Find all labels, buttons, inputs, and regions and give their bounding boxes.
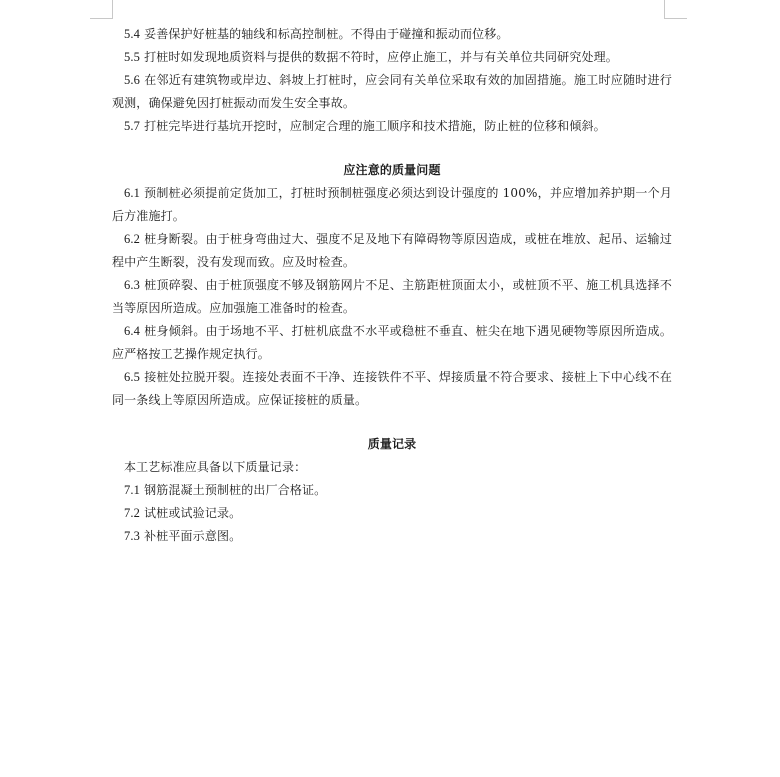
item-text: 打桩完毕进行基坑开挖时，应制定合理的施工顺序和技术措施，防止桩的位移和倾斜。 — [144, 119, 606, 133]
paragraph-5-4 — [112, 23, 672, 46]
item-text: 补桩平面示意图。 — [144, 529, 242, 543]
item-text: 接桩处拉脱开裂。连接处表面不干净、连接铁件不平、焊接质量不符合要求、接桩上下中心线不在同一条线上等原因所造成。应保证接桩的质量。 — [112, 370, 672, 407]
item-number: 6.5 — [124, 370, 141, 384]
item-number: 5.7 — [124, 119, 141, 133]
item-number: 7.2 — [124, 506, 141, 520]
section-heading-quality-issues: 应注意的质量问题 — [343, 163, 441, 177]
paragraph-7-2 — [112, 502, 672, 525]
crop-mark-top-right — [664, 0, 687, 19]
item-text: 桩身倾斜。由于场地不平、打桩机底盘不水平或稳桩不垂直、桩尖在地下遇见硬物等原因所造成。应严格按工艺操作规定执行。 — [112, 324, 672, 361]
paragraph-7-intro — [112, 456, 672, 479]
item-text: 预制桩必须提前定货加工，打桩时预制桩强度必须达到设计强度的 100%，并应增加养护期一个月后方准施打。 — [112, 186, 672, 223]
item-number: 6.1 — [124, 186, 141, 200]
item-number: 6.2 — [124, 232, 141, 246]
item-text: 打桩时如发现地质资料与提供的数据不符时，应停止施工，并与有关单位共同研究处理。 — [144, 50, 618, 64]
paragraph-5-5 — [112, 46, 672, 69]
document-body — [112, 23, 672, 548]
item-text: 妥善保护好桩基的轴线和标高控制桩。不得由于碰撞和振动而位移。 — [144, 27, 509, 41]
paragraph-7-3 — [112, 525, 672, 548]
item-text: 钢筋混凝土预制桩的出厂合格证。 — [144, 483, 327, 497]
item-number: 5.6 — [124, 73, 141, 87]
paragraph-6-2 — [112, 228, 672, 274]
paragraph-6-3 — [112, 274, 672, 320]
paragraph-6-4 — [112, 320, 672, 366]
item-number: 5.5 — [124, 50, 141, 64]
item-text: 桩顶碎裂、由于桩顶强度不够及钢筋网片不足、主筋距桩顶面太小，或桩顶不平、施工机具选择不当等原因所造成。应加强施工准备时的检查。 — [112, 278, 672, 315]
paragraph-5-6 — [112, 69, 672, 115]
intro-text: 本工艺标准应具备以下质量记录： — [124, 460, 307, 474]
item-number: 5.4 — [124, 27, 141, 41]
item-number: 6.3 — [124, 278, 141, 292]
item-text: 试桩或试验记录。 — [144, 506, 242, 520]
crop-mark-top-left — [90, 0, 113, 19]
paragraph-7-1 — [112, 479, 672, 502]
item-text: 桩身断裂。由于桩身弯曲过大、强度不足及地下有障碍物等原因造成，或桩在堆放、起吊、运输过程中产生断裂，没有发现而致。应及时检查。 — [112, 232, 672, 269]
paragraph-5-7 — [112, 115, 672, 138]
paragraph-6-5 — [112, 366, 672, 412]
item-number: 7.3 — [124, 529, 141, 543]
section-heading-quality-records: 质量记录 — [367, 437, 417, 451]
item-text: 在邻近有建筑物或岸边、斜坡上打桩时，应会同有关单位采取有效的加固措施。施工时应随时进行观测，确保避免因打桩振动而发生安全事故。 — [112, 73, 672, 110]
item-number: 7.1 — [124, 483, 141, 497]
paragraph-6-1 — [112, 182, 672, 228]
item-number: 6.4 — [124, 324, 141, 338]
